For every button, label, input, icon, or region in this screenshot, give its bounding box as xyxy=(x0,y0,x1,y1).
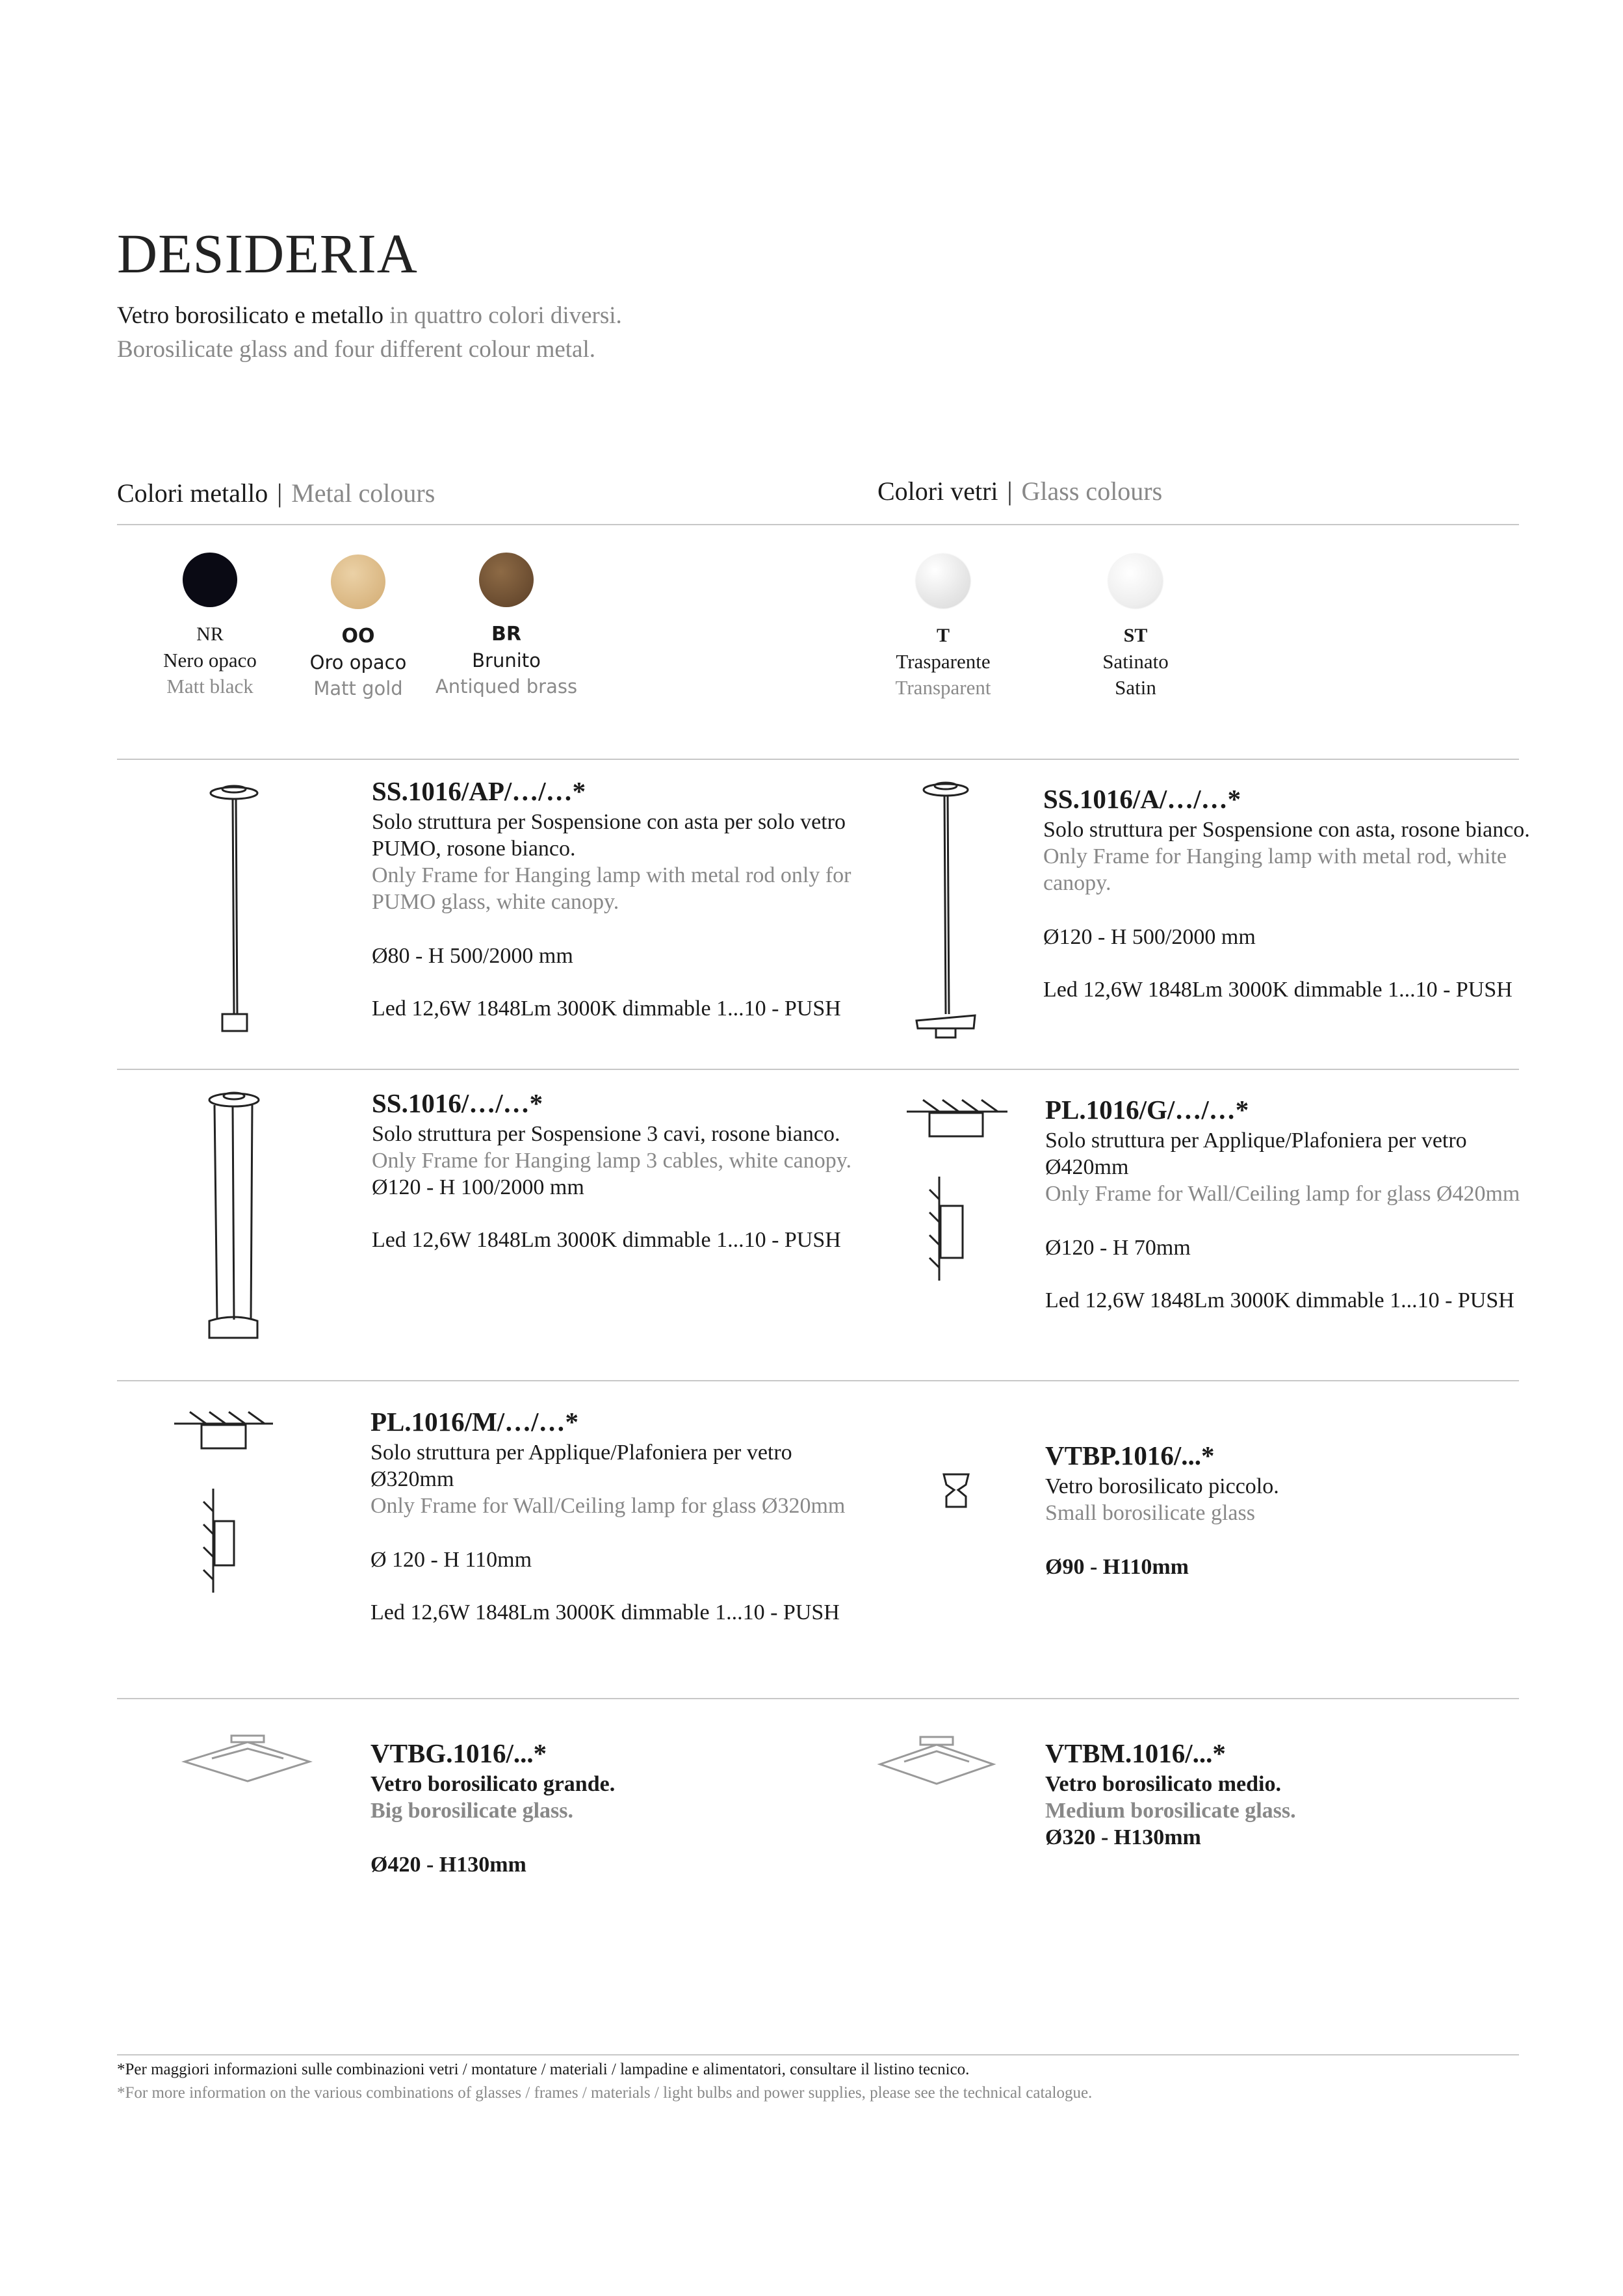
wall-ceiling-lamp-icon xyxy=(903,1092,1014,1294)
footnote: *Per maggiori informazioni sulle combinazioni vetri / montature / materiali / lampadine e alimentatori, consultare il listino tecnico. *For more information on the various combinations of glasses / frames / materials / light bulbs and power supplies, please see the technical catalogue. xyxy=(117,2061,1093,2102)
wall-ceiling-lamp-icon xyxy=(169,1404,279,1599)
divider xyxy=(117,1698,1519,1699)
swatch-metal-br: BR Brunito Antiqued brass xyxy=(435,553,578,699)
divider xyxy=(117,1069,1519,1070)
colour-dot xyxy=(1108,554,1163,608)
large-glass-icon xyxy=(179,1729,316,1794)
product-ss1016-3cables: SS.1016/…/…* Solo struttura per Sospensione 3 cavi, rosone bianco. Only Frame for Hanging lamp 3 cables, white canopy. Ø120 - H 100/2000 mm Led 12,6W 1848Lm 3000K dimmable 1...10 - PUSH xyxy=(372,1088,852,1252)
divider xyxy=(117,524,1519,525)
intro-english: Borosilicate glass and four different colour metal. xyxy=(117,336,596,363)
hanging-rod-lamp-icon xyxy=(910,774,988,1047)
product-vtbg1016: VTBG.1016/...* Vetro borosilicato grande. Big borosilicate glass. Ø420 - H130mm xyxy=(370,1738,616,1877)
swatch-metal-nr: NR Nero opaco Matt black xyxy=(157,553,263,699)
glass-colours-header: Colori vetri | Glass colours xyxy=(877,476,1163,506)
metal-colours-header: Colori metallo | Metal colours xyxy=(117,478,435,508)
product-pl1016-m: PL.1016/M/…/…* Solo struttura per Applique/Plafoniera per vetro Ø320mm Only Frame for Wall/Ceiling lamp for glass Ø320mm Ø 120 - H 110mm Led 12,6W 1848Lm 3000K dimmable 1...10 - PUSH xyxy=(370,1407,846,1624)
colour-dot xyxy=(479,553,534,607)
product-ss1016-a: SS.1016/A/…/…* Solo struttura per Sospensione con asta, rosone bianco. Only Frame for Hanging lamp with metal rod, white canopy. Ø120 - H 500/2000 mm Led 12,6W 1848Lm 3000K dimmable 1...10 - PUSH xyxy=(1043,784,1530,1002)
product-ss1016-ap: SS.1016/AP/…/…* Solo struttura per Sospensione con asta per solo vetro PUMO, rosone bianco. Only Frame for Hanging lamp with metal rod only for PUMO glass, white canopy. Ø80 - H 500/2000 mm Led 12,6W 1848Lm 3000K dimmable 1...10 - PUSH xyxy=(372,776,851,1021)
product-vtbm1016: VTBM.1016/...* Vetro borosilicato medio. Medium borosilicate glass. Ø320 - H130mm xyxy=(1045,1738,1296,1849)
product-vtbp1016: VTBP.1016/...* Vetro borosilicato piccolo. Small borosilicate glass Ø90 - H110mm xyxy=(1045,1441,1279,1579)
divider xyxy=(117,1380,1519,1381)
hanging-cables-lamp-icon xyxy=(195,1086,273,1352)
divider xyxy=(117,759,1519,760)
hanging-rod-lamp-icon xyxy=(195,774,273,1040)
colour-dot xyxy=(183,553,237,607)
intro-text xyxy=(117,299,622,367)
intro-italian: Vetro borosilicato e metallo in quattro colori diversi. xyxy=(117,302,622,329)
divider xyxy=(117,2054,1519,2055)
swatch-glass-st: ST Satinato Satin xyxy=(1080,554,1191,701)
swatch-glass-t: T Trasparente Transparent xyxy=(888,554,998,701)
small-glass-icon xyxy=(940,1470,972,1516)
product-pl1016-g: PL.1016/G/…/…* Solo struttura per Applique/Plafoniera per vetro Ø420mm Only Frame for Wall/Ceiling lamp for glass Ø420mm Ø120 - H 70mm Led 12,6W 1848Lm 3000K dimmable 1...10 - PUSH xyxy=(1045,1095,1520,1312)
swatch-metal-oo: OO Oro opaco Matt gold xyxy=(305,554,411,701)
page-title: DESIDERIA xyxy=(117,222,418,285)
colour-dot xyxy=(916,554,970,608)
medium-glass-icon xyxy=(875,1730,998,1795)
colour-dot xyxy=(331,554,385,609)
